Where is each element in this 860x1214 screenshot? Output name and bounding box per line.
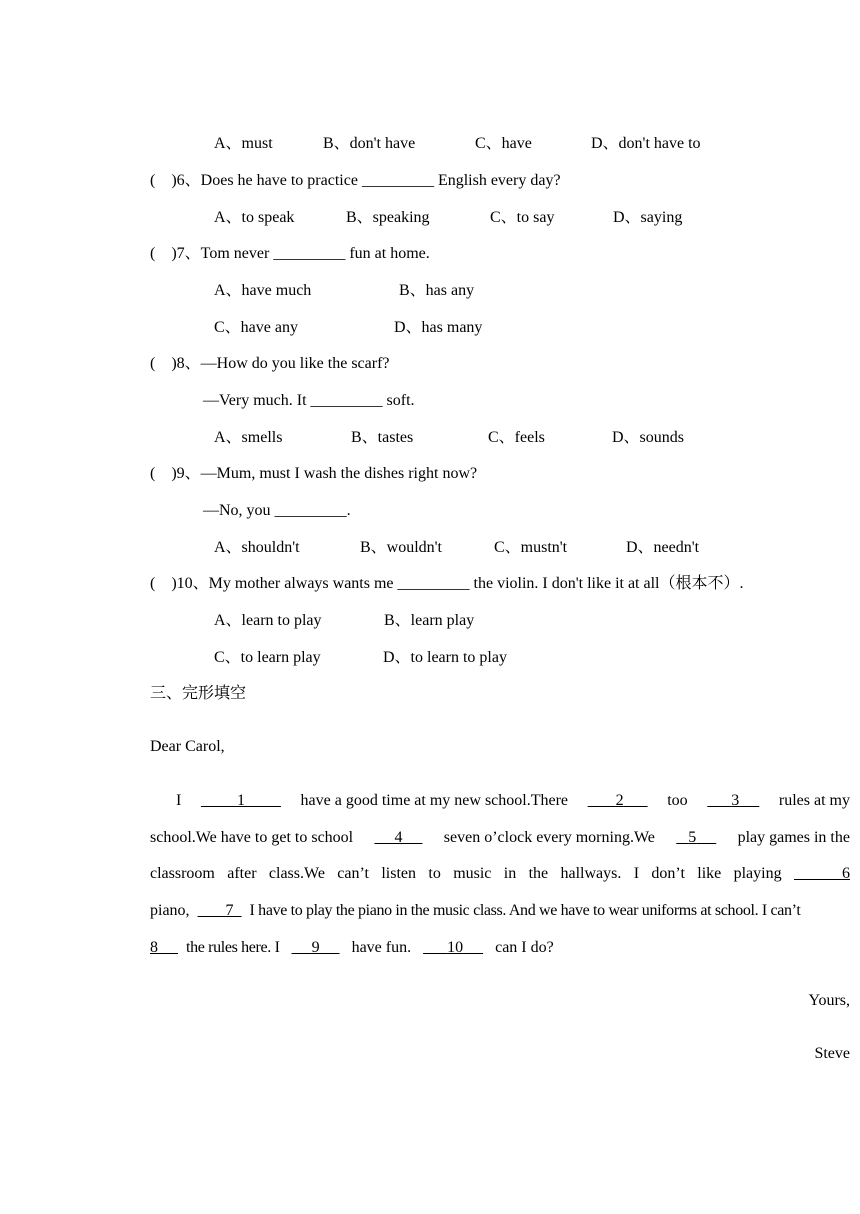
q10-stem: ( )10、My mother always wants me _________ the violin. I don't like it at all（根本不）.	[150, 575, 744, 592]
q10-number: ( )10、	[150, 575, 209, 592]
q6-number: ( )6、	[150, 172, 201, 189]
q8-option-c: C、feels	[488, 429, 545, 446]
letter-greeting: Dear Carol,	[150, 738, 225, 755]
cloze-blank-6: 6	[841, 865, 850, 882]
q5-option-a: A、must	[214, 135, 273, 152]
q6-stem: ( )6、Does he have to practice _________ English every day?	[150, 172, 561, 189]
section-title: 三、完形填空	[150, 685, 247, 702]
q10-option-c: C、to learn play	[214, 649, 321, 666]
q9-option-b: B、wouldn't	[360, 539, 443, 556]
q9-stem: ( )9、—Mum, must I wash the dishes right now?	[150, 465, 478, 482]
q6-blank: _________	[361, 172, 434, 189]
q8-option-b: B、tastes	[351, 429, 414, 446]
q10-option-b: B、learn play	[384, 612, 475, 629]
q6-option-d: D、saying	[613, 209, 683, 226]
q7-option-c: C、have any	[214, 319, 298, 336]
cloze-blank-1: 1	[236, 792, 245, 809]
q9-option-c: C、mustn't	[494, 539, 568, 556]
q9-option-a: A、shouldn't	[214, 539, 300, 556]
q10-option-d: D、to learn to play	[383, 649, 507, 666]
q7-blank: _________	[273, 245, 346, 262]
q7-option-a: A、have much	[214, 282, 312, 299]
cloze-blank-7: 7	[225, 902, 234, 919]
q9-option-d: D、needn't	[626, 539, 700, 556]
cloze-blank-5: 5	[688, 829, 697, 846]
q6-option-c: C、to say	[490, 209, 555, 226]
q8-option-d: D、sounds	[612, 429, 685, 446]
passage-line-1: I 1 have a good time at my new school.There 2 too 3 rules at my	[176, 792, 850, 809]
cloze-blank-8: 8	[150, 939, 158, 956]
passage-line-5: 8 the rules here. I 9 have fun. 10 can I do?	[150, 939, 554, 956]
cloze-blank-10: 10	[447, 939, 464, 956]
passage-line-4: piano, 7 I have to play the piano in the music class. And we have to wear uniforms at school. I can’t	[150, 902, 801, 919]
q9-blank: _________	[274, 502, 347, 519]
q8-blank: _________	[310, 392, 383, 409]
passage-line-2: school.We have to get to school 4 seven o’clock every morning.We 5 play games in the	[150, 829, 850, 846]
letter-closing: Yours,	[808, 992, 850, 1009]
q10-option-a: A、learn to play	[214, 612, 322, 629]
q9-number: ( )9、	[150, 465, 201, 482]
q8-reply: —Very much. It _________ soft.	[203, 392, 415, 409]
letter-signature: Steve	[814, 1045, 850, 1062]
cloze-blank-4: 4	[394, 829, 403, 846]
q7-option-d: D、has many	[394, 319, 483, 336]
cloze-blank-3: 3	[731, 792, 740, 809]
cloze-blank-2: 2	[615, 792, 624, 809]
cloze-blank-9: 9	[311, 939, 320, 956]
q5-option-d: D、don't have to	[591, 135, 701, 152]
q7-number: ( )7、	[150, 245, 201, 262]
q6-option-a: A、to speak	[214, 209, 295, 226]
q8-number: ( )8、	[150, 355, 201, 372]
passage-line-3: classroom after class.We can’t listen to music in the hallways. I don’t like playing 6	[150, 865, 850, 882]
q7-option-b: B、has any	[399, 282, 475, 299]
q8-stem: ( )8、—How do you like the scarf?	[150, 355, 390, 372]
q9-reply: —No, you _________.	[203, 502, 351, 519]
q6-option-b: B、speaking	[346, 209, 430, 226]
q10-blank: _________	[397, 575, 470, 592]
q5-option-c: C、have	[475, 135, 532, 152]
q8-option-a: A、smells	[214, 429, 283, 446]
q5-option-b: B、don't have	[323, 135, 416, 152]
q7-stem: ( )7、Tom never _________ fun at home.	[150, 245, 430, 262]
